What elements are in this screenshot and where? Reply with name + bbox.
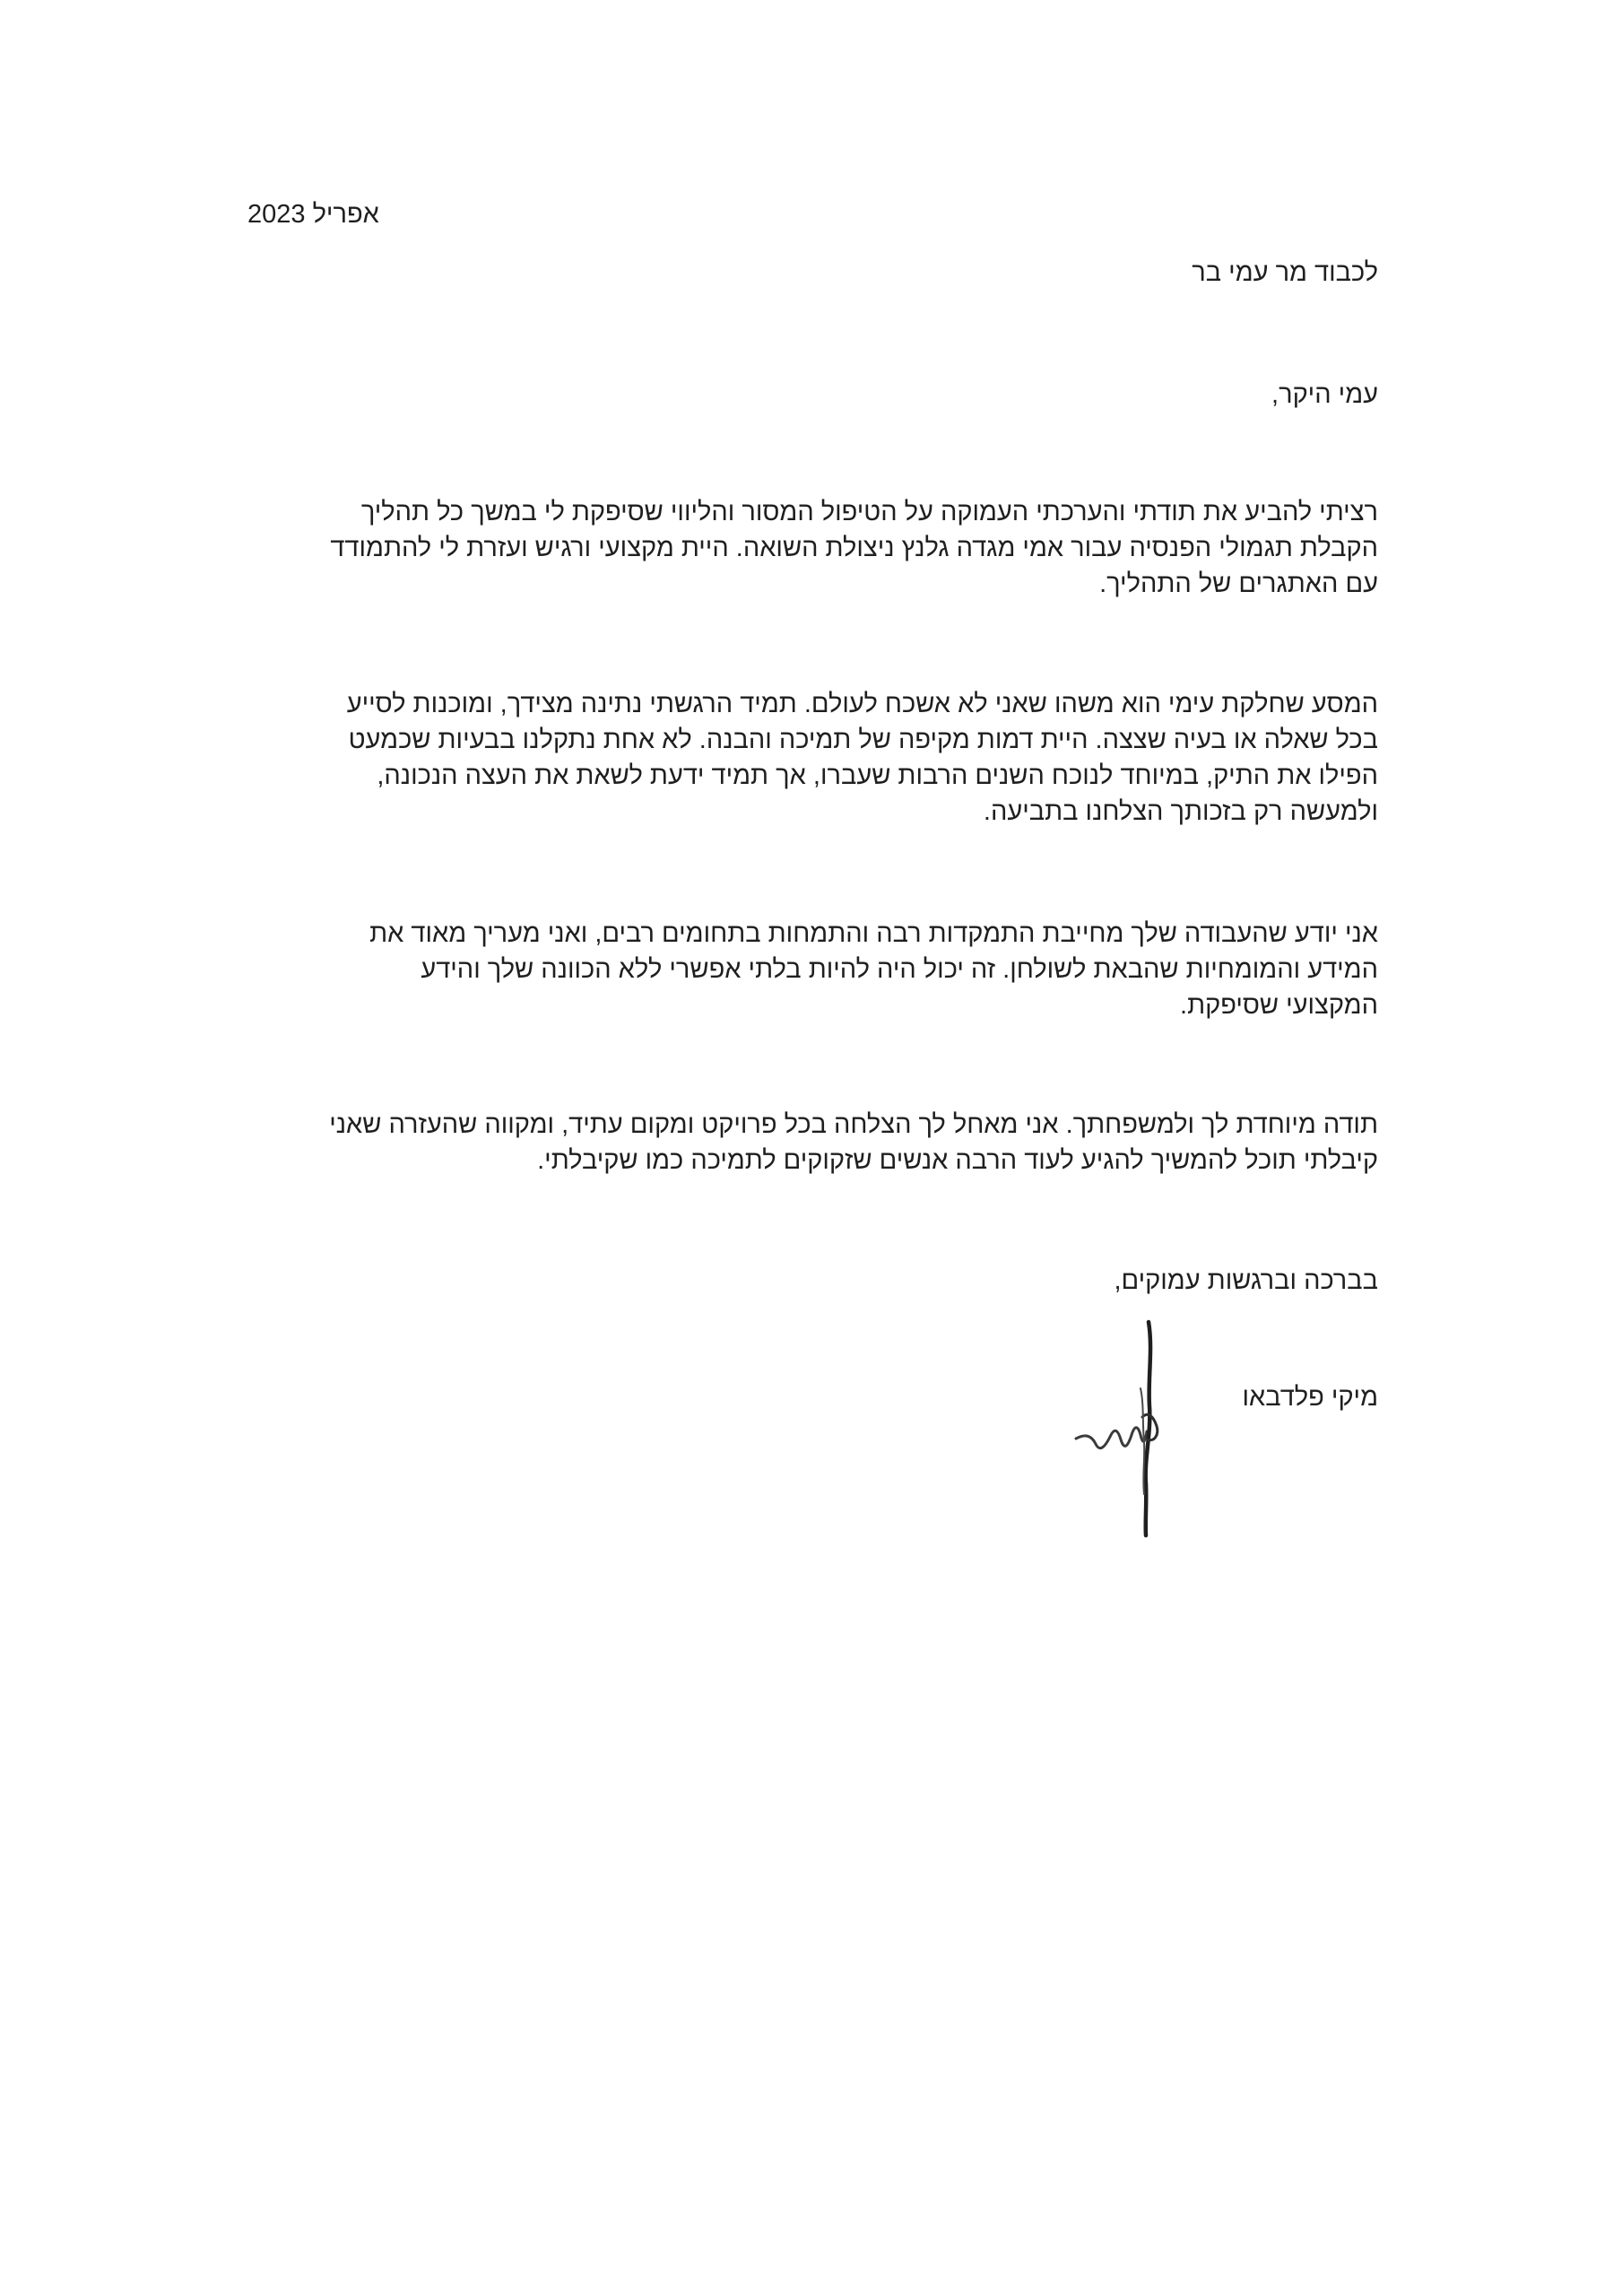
addressee: לכבוד מר עמי בר [1192,258,1378,287]
paragraph-line: עם האתגרים של התהליך. [1099,570,1378,598]
paragraph-line: אני יודע שהעבודה שלך מחייבת התמקדות רבה והתמחות בתחומים רבים, ואני מעריך מאוד את [369,919,1378,948]
paragraph-line: הקבלת תגמולי הפנסיה עבור אמי מגדה גלנץ ניצולת השואה. היית מקצועי ורגיש ועזרת לי להתמודד [330,534,1378,562]
paragraph-line: המידע והמומחיות שהבאת לשולחן. זה יכול היה להיות בלתי אפשרי ללא הכוונה שלך והידע [421,955,1378,984]
signer-name: מיקי פלדבאו [1242,1383,1378,1412]
paragraph-line: בכל שאלה או בעיה שצצה. היית דמות מקיפה של תמיכה והבנה. לא אחת נתקלנו בבעיות שכמעט [348,726,1378,754]
paragraph-line: המסע שחלקת עימי הוא משהו שאני לא אשכח לעולם. תמיד הרגשתי נתינה מצידך, ומוכנות לסייע [346,690,1378,718]
paragraph-line: הפילו את התיק, במיוחד לנוכח השנים הרבות שעברו, אך תמיד ידעת לשאת את העצה הנכונה, [377,761,1378,790]
closing: בברכה וברגשות עמוקים, [1114,1266,1378,1295]
paragraph-line: רציתי להביע את תודתי והערכתי העמוקה על הטיפול המסור והליווי שסיפקת לי במשך כל תהליך [360,498,1378,526]
paragraph-line: תודה מיוחדת לך ולמשפחתך. אני מאחל לך הצלחה בכל פרויקט ומקום עתיד, ומקווה שהעזרה שאני [329,1110,1378,1139]
salutation: עמי היקר, [1271,380,1378,409]
paragraph-line: המקצועי שסיפקת. [1180,991,1378,1020]
paragraph-line: ולמעשה רק בזכותך הצלחנו בתביעה. [983,797,1378,826]
signature-icon [1067,1311,1184,1544]
handwritten-signature [1067,1311,1184,1544]
paragraph-line: קיבלתי תוכל להמשיך להגיע לעוד הרבה אנשים שזקוקים לתמיכה כמו שקיבלתי. [537,1146,1378,1175]
letter-date: אפריל 2023 [247,200,379,229]
